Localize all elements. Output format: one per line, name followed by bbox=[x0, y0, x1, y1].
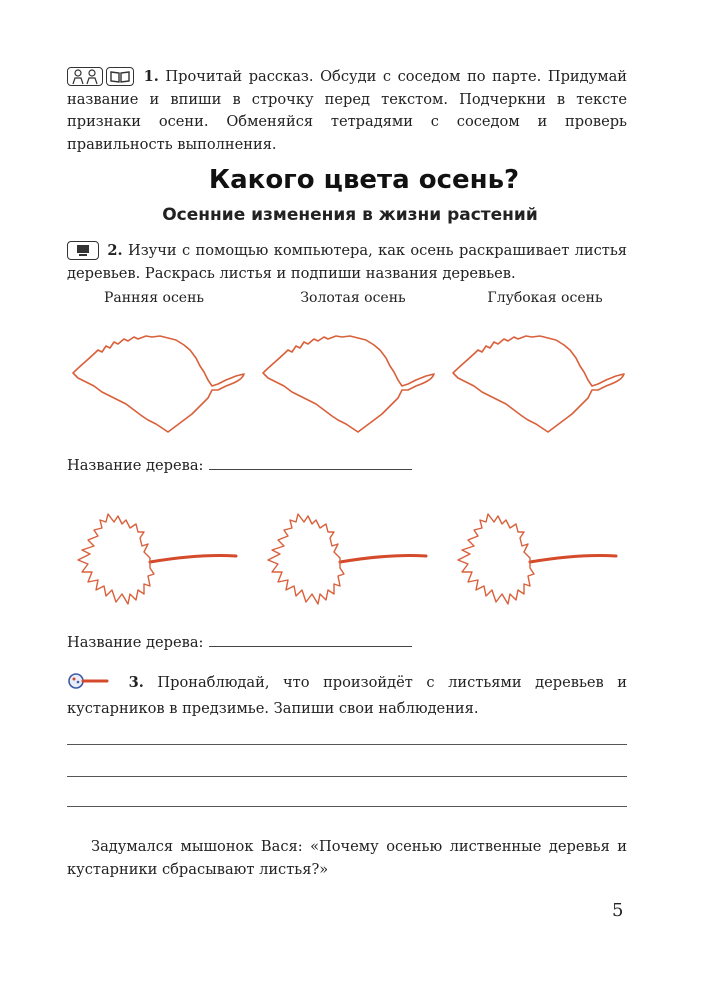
answer-line-2[interactable] bbox=[67, 776, 627, 777]
magnifier-icon bbox=[67, 672, 109, 698]
birch-leaf-early bbox=[68, 328, 248, 438]
tree-name-label-2: Название дерева: bbox=[67, 634, 204, 651]
birch-leaf-golden bbox=[258, 328, 438, 438]
maple-leaf-early bbox=[64, 492, 244, 622]
page-title: Какого цвета осень? bbox=[208, 165, 520, 195]
answer-line-3[interactable] bbox=[67, 806, 627, 807]
season-early: Ранняя осень bbox=[103, 290, 205, 306]
tree-name-label-1: Название дерева: bbox=[67, 457, 204, 474]
tree-name-line-1 bbox=[67, 455, 412, 474]
birch-leaf-deep bbox=[448, 328, 628, 438]
season-golden: Золотая осень bbox=[300, 290, 406, 306]
task3-number: 3. bbox=[128, 674, 144, 691]
task2-number: 2. bbox=[107, 242, 123, 259]
task1-number: 1. bbox=[143, 68, 159, 85]
maple-leaf-deep bbox=[444, 492, 624, 622]
tree-name-blank-2[interactable] bbox=[209, 632, 412, 647]
page-subtitle: Осенние изменения в жизни растений bbox=[162, 205, 538, 225]
story-text: Задумался мышонок Вася: «Почему осенью лиственные деревья и кустарники сбрасывают листья?» bbox=[67, 838, 627, 878]
task2-paragraph bbox=[67, 240, 627, 285]
season-deep: Глубокая осень bbox=[487, 290, 603, 306]
computer-icon bbox=[67, 241, 99, 260]
task1-paragraph bbox=[67, 66, 627, 156]
task2-text: Изучи с помощью компьютера, как осень раскрашивает листья деревьев. Раскрась листья и подпиши названия деревьев. bbox=[67, 242, 628, 282]
page-number: 5 bbox=[612, 900, 624, 921]
maple-leaf-golden bbox=[254, 492, 434, 622]
story-paragraph bbox=[67, 836, 627, 881]
tree-name-blank-1[interactable] bbox=[209, 455, 412, 470]
book-icon bbox=[106, 67, 134, 86]
answer-line-1[interactable] bbox=[67, 744, 627, 745]
task1-text: Прочитай рассказ. Обсуди с соседом по парте. Придумай название и впиши в строчку перед текстом. Подчеркни в тексте признаки осени. Обменяйся тетрадями с соседом и проверь правильность выполнения. bbox=[67, 68, 628, 153]
task3-text: Пронаблюдай, что произойдёт с листьями деревьев и кустарников в предзимье. Запиши свои наблюдения. bbox=[67, 674, 628, 717]
task3-paragraph bbox=[67, 672, 627, 720]
pair-work-icon bbox=[67, 67, 103, 86]
tree-name-line-2 bbox=[67, 632, 412, 651]
